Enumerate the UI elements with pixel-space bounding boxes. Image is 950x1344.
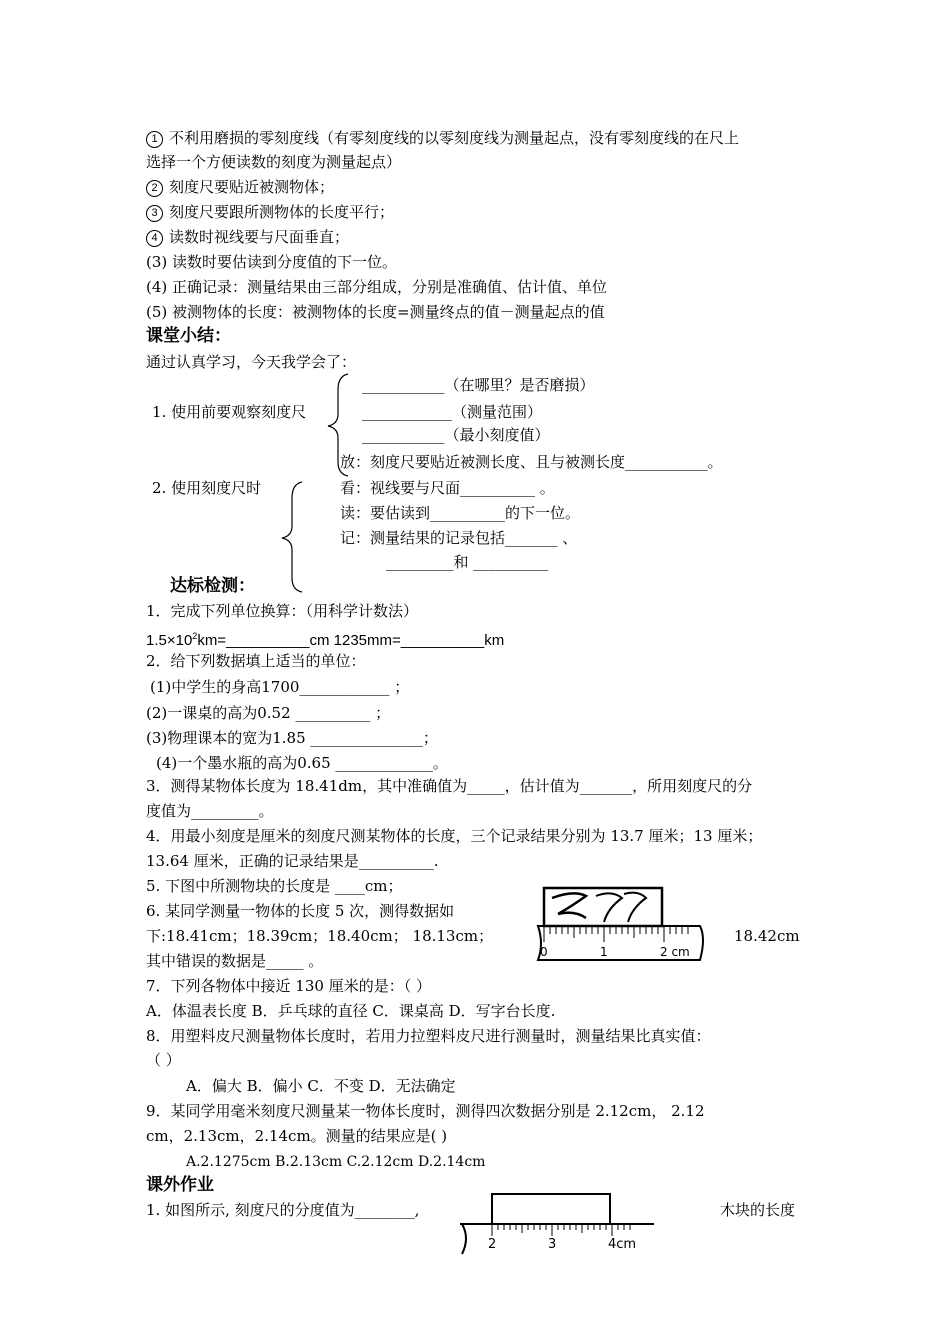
summary-blank-2: ____________（测量范围）: [362, 403, 543, 421]
rule-4: 4 读数时视线要与尺面垂直；: [146, 227, 349, 247]
q8-line1: 8．用塑料皮尺测量物体长度时，若用力拉塑料皮尺进行测量时，测量结果比真实值：: [146, 1027, 711, 1045]
q6-line1: 6. 某同学测量一物体的长度 5 次，测得数据如: [146, 902, 455, 920]
summary-blank-1: ___________（在哪里？是否磨损）: [362, 376, 595, 394]
ruler1-label-1: 1: [600, 945, 608, 959]
rule-1-cont: 选择一个方便读数的刻度为测量起点）: [146, 153, 402, 171]
left-brace-2: [276, 478, 316, 596]
left-brace-1: [320, 370, 360, 480]
summary-item-2: 2. 使用刻度尺时: [152, 479, 262, 497]
q6-value: 18.42cm: [734, 927, 800, 945]
ruler1-label-2: 2 cm: [660, 945, 690, 959]
q2: 2．给下列数据填上适当的单位：: [146, 652, 366, 670]
ruler2-label-3: 3: [548, 1237, 557, 1252]
rule-2: 2 刻度尺要贴近被测物体；: [146, 177, 334, 197]
ruler2-label-4: 4cm: [608, 1237, 637, 1252]
q8-options: A．偏大 B．偏小 C．不变 D．无法确定: [186, 1077, 456, 1095]
ruler-figure-2: [458, 1190, 658, 1262]
point-4: (4) 正确记录：测量结果由三部分组成，分别是准确值、估计值、单位: [146, 278, 608, 296]
homework-q1: 1. 如图所示, 刻度尺的分度值为________,: [146, 1201, 420, 1219]
homework-heading: 课外作业: [146, 1175, 214, 1195]
ruler1-label-0: 0: [540, 945, 548, 959]
q5: 5. 下图中所测物块的长度是 ____cm；: [146, 877, 403, 895]
summary-item-1: 1. 使用前要观察刻度尺: [152, 403, 307, 421]
summary-intro: 通过认真学习，今天我学会了：: [146, 353, 357, 371]
homework-q1-tail: 木块的长度: [720, 1201, 796, 1219]
summary-ji: 记：测量结果的记录包括_______ 、: [340, 529, 578, 547]
summary-ji-cont: _________和 __________: [386, 553, 549, 571]
q3-line1: 3．测得某物体长度为 18.41dm，其中准确值为_____，估计值为_______，所用刻度尺的分: [146, 777, 753, 795]
rule-3: 3 刻度尺要跟所测物体的长度平行；: [146, 202, 394, 222]
q6-line2: 下:18.41cm；18.39cm；18.40cm； 18.13cm；: [146, 927, 494, 945]
ruler2-label-2: 2: [488, 1237, 497, 1252]
q4-line2: 13.64 厘米，正确的记录结果是__________.: [146, 852, 439, 870]
q2-a: (1)中学生的身高1700____________ ；: [150, 678, 410, 696]
summary-du: 读：要估读到__________的下一位。: [340, 504, 581, 522]
summary-fang: 放：刻度尺要贴近被测长度、且与被测长度___________。: [340, 453, 723, 471]
q8-line2: （ ）: [146, 1051, 181, 1069]
q1: 1．完成下列单位换算：（用科学计数法）: [146, 602, 419, 620]
q6-line3: 其中错误的数据是_____ 。: [146, 952, 324, 970]
summary-kan: 看：视线要与尺面__________ 。: [340, 479, 555, 497]
q9-line1: 9．某同学用毫米刻度尺测量某一物体长度时，测得四次数据分别是 2.12cm， 2.12: [146, 1102, 705, 1120]
q4-line1: 4．用最小刻度是厘米的刻度尺测某物体的长度，三个记录结果分别为 13.7 厘米；13 厘米；: [146, 827, 763, 845]
test-heading: 达标检测：: [170, 576, 255, 596]
q2-b: (2)一课桌的高为0.52 __________ ；: [146, 704, 391, 722]
point-5: (5) 被测物体的长度：被测物体的长度=测量终点的值－测量起点的值: [146, 303, 605, 321]
q9-options: A.2.1275cm B.2.13cm C.2.12cm D.2.14cm: [186, 1154, 486, 1170]
q9-line2: cm，2.13cm，2.14cm。测量的结果应是( ): [146, 1127, 448, 1145]
summary-heading: 课堂小结：: [146, 326, 231, 346]
q7-options: A．体温表长度 B．乒乓球的直径 C．课桌高 D．写字台长度.: [146, 1002, 556, 1020]
point-3: (3) 读数时要估读到分度值的下一位。: [146, 253, 398, 271]
q1-conversion: $1.5\times 10^2km=\_\_\_\_\_\_\_\_\_\_cm$ 1235mm=__________km: [146, 631, 505, 649]
q2-d: (4)一个墨水瓶的高为0.65 _____________。: [156, 754, 448, 772]
rule-1: 1 不利用磨损的零刻度线（有零刻度线的以零刻度线为测量起点，没有零刻度线的在尺上: [146, 128, 739, 148]
q2-c: (3)物理课本的宽为1.85 _______________；: [146, 729, 438, 747]
q7: 7．下列各物体中接近 130 厘米的是：（ ）: [146, 977, 431, 995]
q3-line2: 度值为_________。: [146, 802, 274, 820]
summary-blank-3: ___________（最小刻度值）: [362, 426, 550, 444]
ruler-figure-1: [534, 884, 710, 964]
